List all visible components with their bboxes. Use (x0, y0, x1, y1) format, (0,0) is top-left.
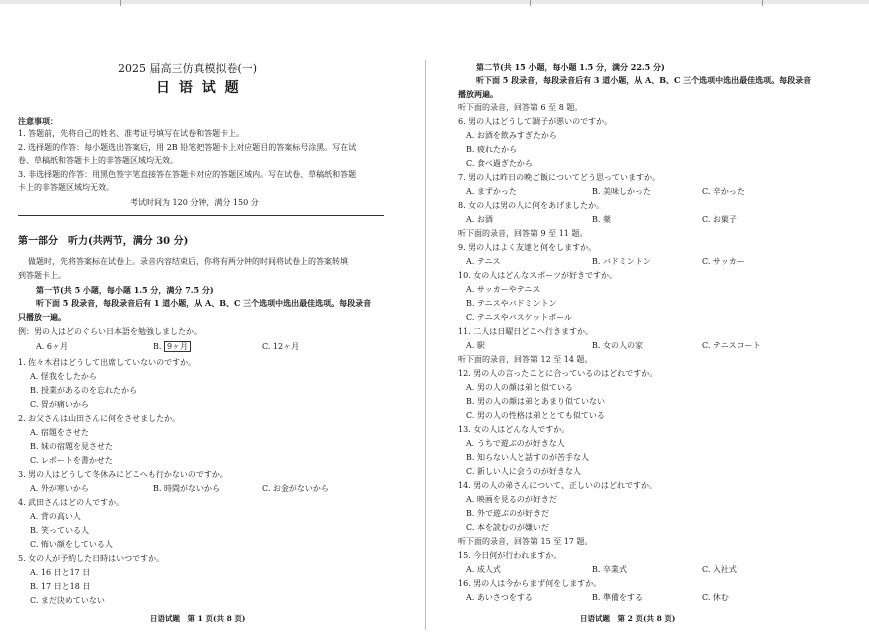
option-b: B. 薬 (592, 215, 611, 224)
question-stem: 1. 佐々木君はどうして出席していないのですか。 (18, 358, 197, 367)
option-b: B. 女の人の家 (592, 341, 643, 350)
option-c: C. お金がないから (262, 484, 329, 493)
subject-title: 日 语 试 题 (156, 80, 241, 96)
top-tick (530, 0, 531, 6)
section-rule (18, 215, 384, 216)
option-b: B. 17 日と18 日 (30, 582, 91, 591)
example-option-b (153, 342, 191, 352)
page-footer: 日语试题 第 2 页(共 8 页) (580, 614, 676, 623)
note-line: 3. 非选择题的作答：用黑色签字笔直接答在答题卡对应的答题区域内。写在试卷、草稿纸和答题 (18, 170, 357, 179)
question-stem: 8. 女の人は男の人に何をあげましたか。 (458, 201, 605, 210)
question-stem: 3. 男の人はどうして冬休みにどこへも行かないのですか。 (18, 470, 228, 479)
part1-intro-line: 做题时，先将答案标在试卷上。录音内容结束后，你将有两分钟的时间将试卷上的答案转填 (28, 257, 348, 266)
option-c: C. 辛かった (702, 187, 745, 196)
section1-title: 第一节(共 5 小题，每小题 1.5 分，满分 7.5 分) (36, 285, 214, 295)
option-b: B. 知らない人と話すのが苦手な人 (466, 453, 589, 462)
option-c: C. テニスコート (702, 341, 761, 350)
option-a: A. お酒 (466, 215, 493, 224)
note-line: 2. 选择题的作答：每小题选出答案后，用 2B 铅笔把答题卡上对应题目的答案标号涂黑。写在试 (18, 143, 357, 152)
option-a: A. 16 日と17 日 (30, 568, 91, 577)
option-a: A. 背の高い人 (30, 512, 81, 521)
question-stem: 12. 男の人の言ったことに合っているのはどれですか。 (458, 369, 658, 378)
option-prefix: B. (153, 342, 164, 351)
note-line: 卡上的非答题区域均无效。 (18, 183, 114, 192)
option-b: B. 時間がないから (153, 484, 220, 493)
question-stem: 2. お父さんは山田さんに何をさせましたか。 (18, 414, 181, 423)
option-a: A. まずかった (466, 187, 517, 196)
option-c: C. 休む (702, 593, 729, 602)
exam-title: 2025 届高三仿真模拟卷(一) (118, 62, 258, 75)
section2-instruction: 听下面 5 段录音，每段录音后有 3 道小题，从 A、B、C 三个选项中选出最佳选项。每段录音 (476, 75, 812, 85)
question-stem: 6. 男の人はどうして調子が悪いのですか。 (458, 117, 613, 126)
option-c: C. まだ決めていない (30, 596, 105, 605)
question-stem: 15. 今日何が行われますか。 (458, 551, 562, 560)
option-a: A. 男の人の顔は弟と似ている (466, 383, 573, 392)
option-b: B. バドミントン (592, 257, 651, 266)
section2-title: 第二节(共 15 小题，每小题 1.5 分，满分 22.5 分) (476, 62, 665, 72)
option-b: B. 外で遊ぶのが好きだ (466, 509, 549, 518)
section2-instruction: 播放两遍。 (458, 89, 498, 99)
option-b: B. 準備をする (592, 593, 643, 602)
example-option-a: A. 6ヶ月 (36, 342, 68, 351)
question-stem: 14. 男の人の弟さんについて、正しいのはどれですか。 (458, 481, 657, 490)
option-b: B. 卒業式 (592, 565, 627, 574)
question-stem: 9. 男の人はよく友達と何をしますか。 (458, 243, 597, 252)
option-c: C. 食べ過ぎたから (466, 159, 533, 168)
option-c: C. お菓子 (702, 215, 737, 224)
option-c: C. 怖い顔をしている人 (30, 540, 113, 549)
listening-lead-in: 听下面的录音，回答第 6 至 8 题。 (458, 103, 583, 112)
option-b: B. 美味しかった (592, 187, 651, 196)
note-line: 1. 答题前，先将自己的姓名、准考证号填写在试卷和答题卡上。 (18, 129, 245, 138)
time-score: 考试时间为 120 分钟，满分 150 分 (130, 198, 259, 207)
option-a: A. お酒を飲みすぎたから (466, 131, 557, 140)
option-c: C. 男の人の性格は弟ととても似ている (466, 411, 605, 420)
question-stem: 11. 二人は日曜日どこへ行きますか。 (458, 327, 593, 336)
question-stem: 10. 女の人はどんなスポーツが好きですか。 (458, 271, 617, 280)
section1-instruction: 听下面 5 段录音，每段录音后有 1 道小题，从 A、B、C 三个选项中选出最佳选项。每段录音 (36, 298, 372, 308)
option-c: C. 入社式 (702, 565, 737, 574)
option-b: B. 妹の宿題を見させた (30, 442, 113, 451)
option-b: B. 授業があるのを忘れたから (30, 386, 137, 395)
question-stem: 4. 武田さんはどの人ですか。 (18, 498, 125, 507)
column-divider (425, 60, 426, 630)
example-question: 例：男の人はどのぐらい日本語を勉強しましたか。 (18, 327, 202, 336)
option-a: A. テニス (466, 257, 501, 266)
top-tick (762, 0, 763, 6)
section1-instruction: 只播放一遍。 (18, 312, 66, 322)
top-tick (120, 0, 121, 6)
option-b: B. テニスやバドミントン (466, 299, 557, 308)
option-a: A. サッカーやテニス (466, 285, 541, 294)
note-line: 卷、草稿纸和答题卡上的非答题区域均无效。 (18, 156, 178, 165)
option-b: B. 疲れたから (466, 145, 517, 154)
option-a: A. あいさつをする (466, 593, 533, 602)
listening-lead-in: 听下面的录音，回答第 9 至 11 题。 (458, 229, 588, 238)
listening-lead-in: 听下面的录音，回答第 15 至 17 题。 (458, 537, 593, 546)
option-a: A. うちで遊ぶのが好きな人 (466, 439, 565, 448)
part1-title: 第一部分 听力(共两节，满分 30 分) (18, 236, 189, 247)
option-a: A. 映画を見るのが好きだ (466, 495, 557, 504)
option-a: A. 駅 (466, 341, 485, 350)
question-stem: 5. 女の人が予約した日時はいつですか。 (18, 554, 165, 563)
example-answer-box: 9ヶ月 (164, 341, 191, 352)
option-c: C. 新しい人に会うのが好きな人 (466, 467, 581, 476)
option-c: C. サッカー (702, 257, 745, 266)
example-option-c: C. 12ヶ月 (262, 342, 300, 351)
option-a: A. 怪我をしたから (30, 372, 97, 381)
option-a: A. 成人式 (466, 565, 501, 574)
option-b: B. 男の人の顔は弟とあまり似ていない (466, 397, 605, 406)
option-c: C. レポートを書かせた (30, 456, 113, 465)
question-stem: 16. 男の人は今からまず何をしますか。 (458, 579, 602, 588)
option-a: A. 外が寒いから (30, 484, 89, 493)
listening-lead-in: 听下面的录音，回答第 12 至 14 题。 (458, 355, 593, 364)
question-stem: 7. 男の人は昨日の晩ご飯についてどう思っていますか。 (458, 173, 661, 182)
option-c: C. 本を読むのが嫌いだ (466, 523, 549, 532)
viewer-top-bar (0, 0, 869, 4)
notes-heading: 注意事项： (18, 116, 58, 126)
page-footer: 日语试题 第 1 页(共 8 页) (150, 614, 246, 623)
option-c: C. テニスやバスケットボール (466, 313, 573, 322)
part1-intro-line: 到答题卡上。 (18, 271, 66, 280)
option-a: A. 宿題をさせた (30, 428, 89, 437)
option-c: C. 胃が痛いから (30, 400, 89, 409)
option-b: B. 笑っている人 (30, 526, 89, 535)
question-stem: 13. 女の人はどんな人ですか。 (458, 425, 570, 434)
